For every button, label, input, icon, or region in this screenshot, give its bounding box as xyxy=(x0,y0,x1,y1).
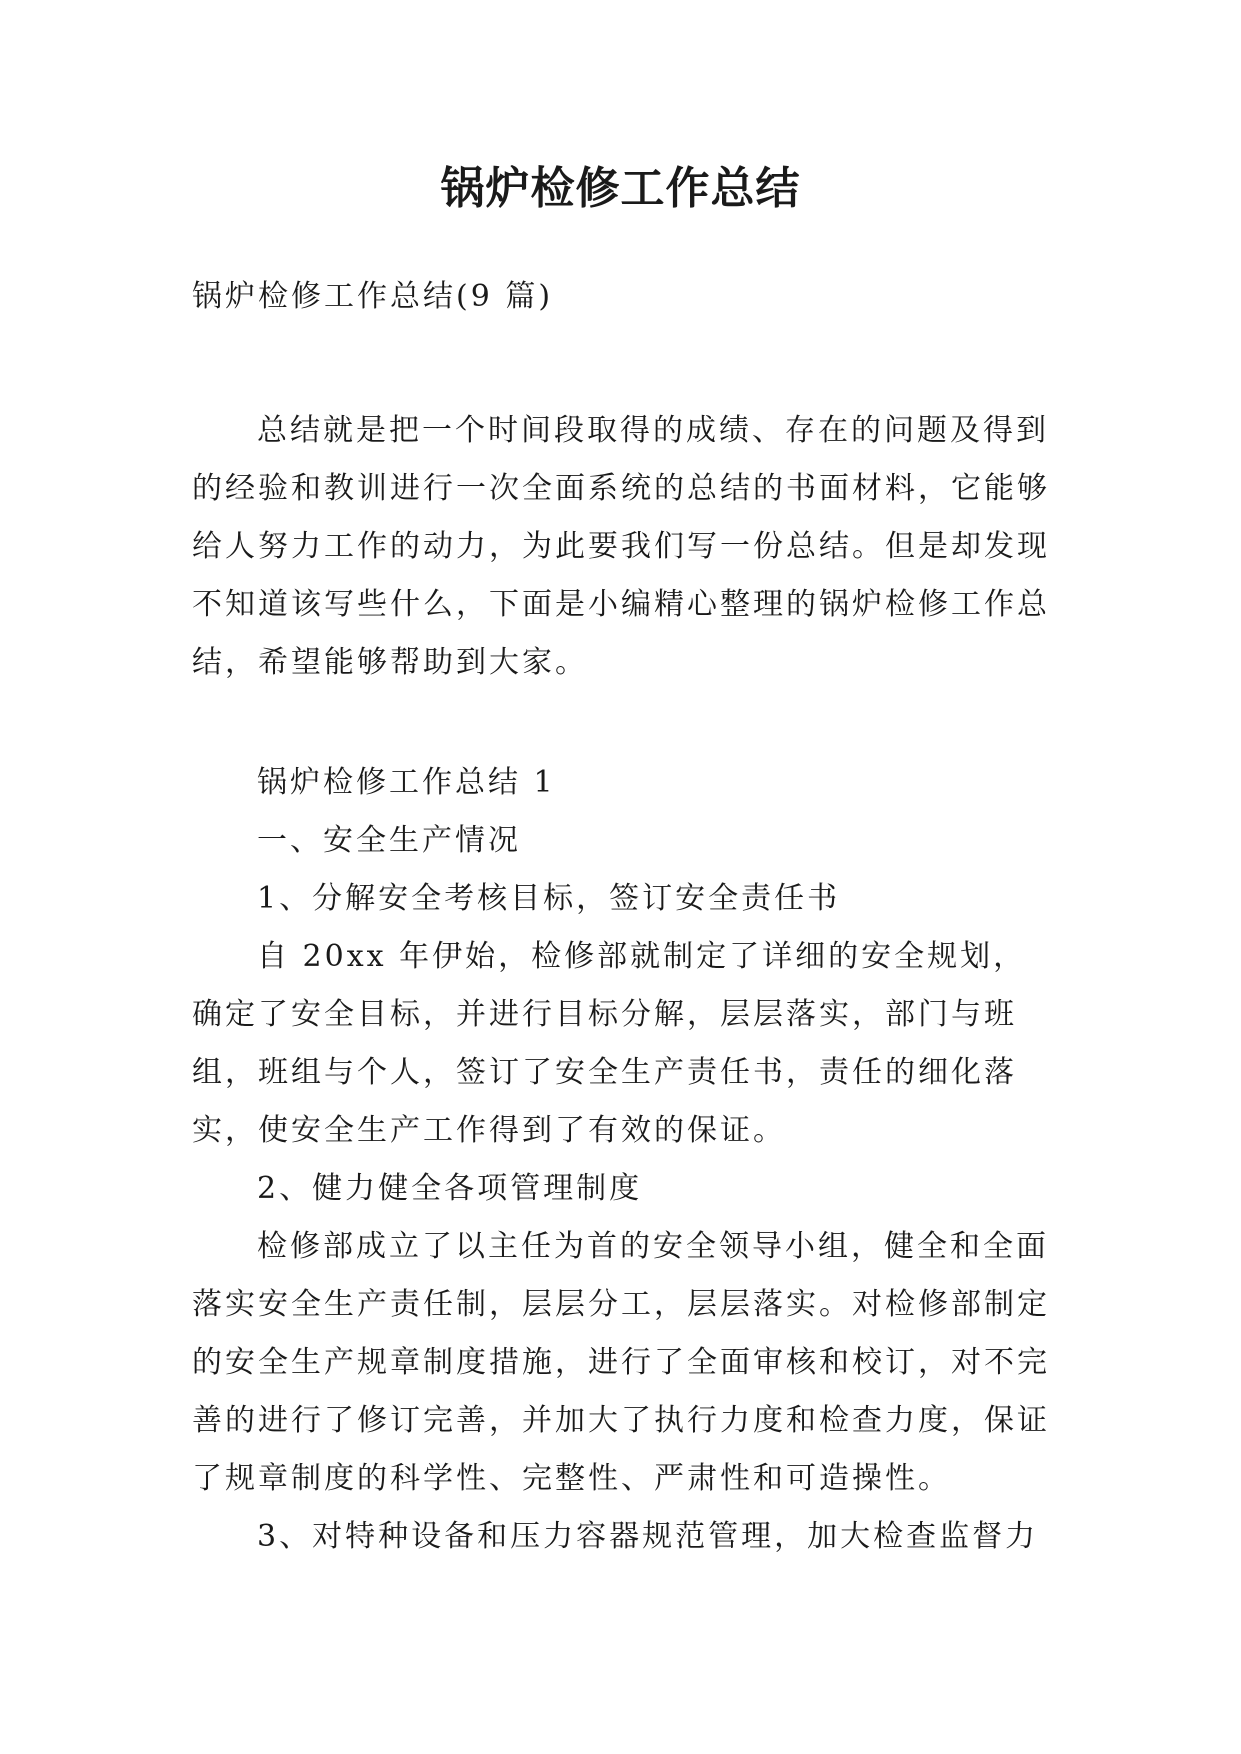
section-heading: 锅炉检修工作总结 1 xyxy=(257,765,556,800)
section-1 xyxy=(192,754,1052,1566)
item-heading: 3、对特种设备和压力容器规范管理，加大检查监督力 xyxy=(257,1519,1039,1554)
document-subtitle: 锅炉检修工作总结(9 篇) xyxy=(192,279,554,314)
section-subheading: 一、安全生产情况 xyxy=(257,823,521,858)
item-heading: 2、健力健全各项管理制度 xyxy=(257,1171,643,1206)
body-paragraph: 检修部成立了以主任为首的安全领导小组，健全和全面落实安全生产责任制，层层分工，层层落实。对检修部制定的安全生产规章制度措施，进行了全面审核和校订，对不完善的进行了修订完善，并加大了执行力度和检查力度，保证了规章制度的科学性、完整性、严肃性和可造操性。 xyxy=(192,1229,1050,1496)
item-heading: 1、分解安全考核目标，签订安全责任书 xyxy=(257,881,841,916)
body-paragraph: 自 20xx 年伊始，检修部就制定了详细的安全规划，确定了安全目标，并进行目标分解，层层落实，部门与班组，班组与个人，签订了安全生产责任书，责任的细化落实，使安全生产工作得到了有效的保证。 xyxy=(192,939,1027,1148)
intro-paragraph: 总结就是把一个时间段取得的成绩、存在的问题及得到的经验和教训进行一次全面系统的总结的书面材料，它能够给人努力工作的动力，为此要我们写一份总结。但是却发现不知道该写些什么，下面是小编精心整理的锅炉检修工作总结，希望能够帮助到大家。 xyxy=(192,413,1050,680)
document-title: 锅炉检修工作总结 xyxy=(440,163,801,214)
